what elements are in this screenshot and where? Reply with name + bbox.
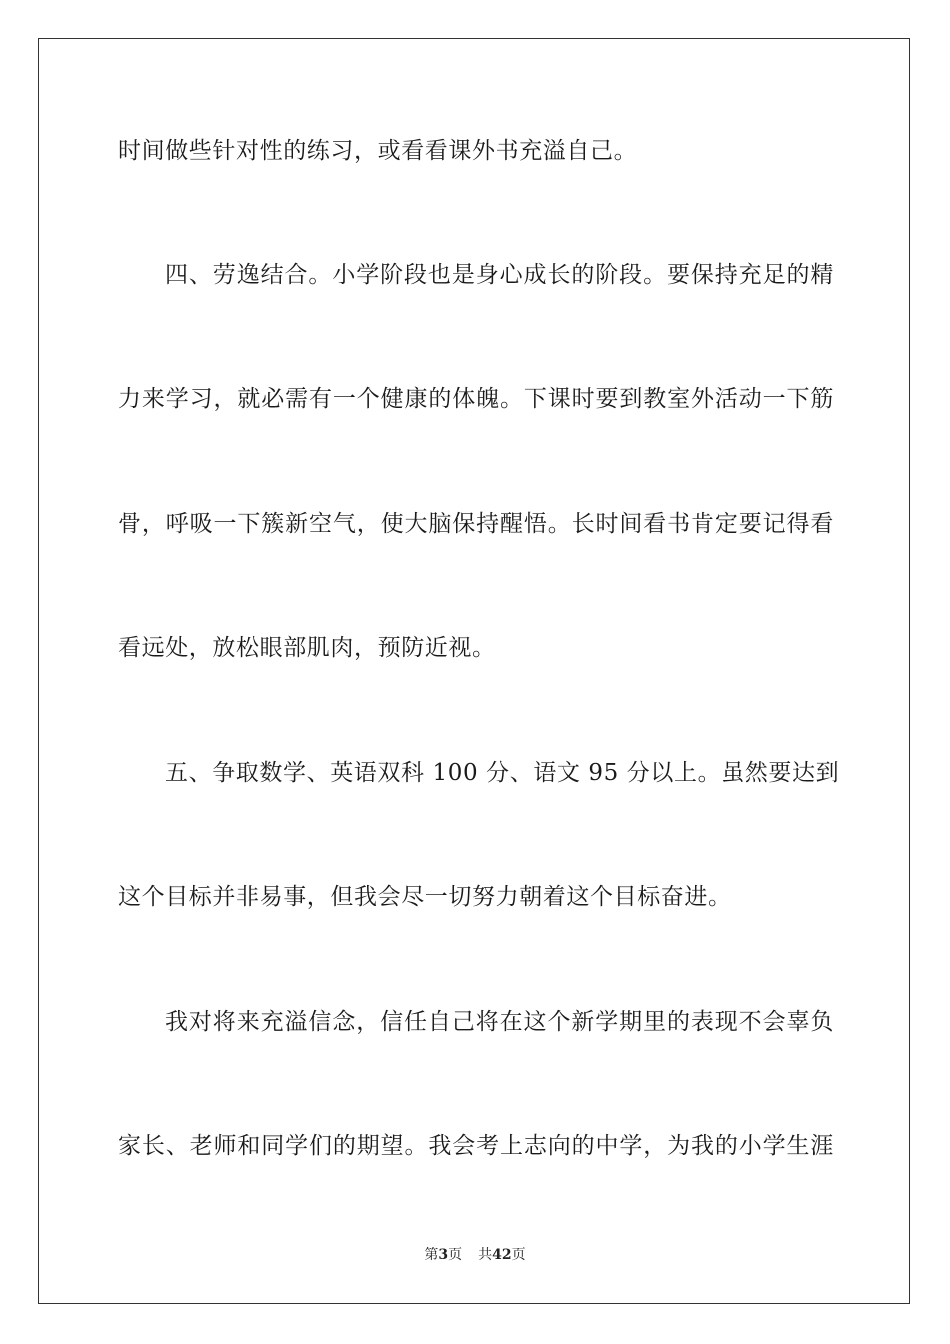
text-line-2: 四、劳逸结合。小学阶段也是身心成长的阶段。要保持充足的精 (165, 262, 834, 288)
text-line-8: 我对将来充溢信念，信任自己将在这个新学期里的表现不会辜负 (165, 1009, 834, 1035)
text-line-9: 家长、老师和同学们的期望。我会考上志向的中学，为我的小学生涯 (118, 1133, 834, 1159)
text-line-5: 看远处，放松眼部肌肉，预防近视。 (118, 635, 496, 661)
total-prefix: 共 (478, 1247, 493, 1263)
page-footer (0, 1246, 950, 1264)
total-suffix: 页 (511, 1247, 526, 1263)
page-suffix: 页 (448, 1247, 463, 1263)
page-number: 3 (438, 1247, 449, 1263)
text-line-7: 这个目标并非易事，但我会尽一切努力朝着这个目标奋进。 (118, 884, 732, 910)
text-line-3: 力来学习，就必需有一个健康的体魄。下课时要到教室外活动一下筋 (118, 386, 834, 412)
text-line-1: 时间做些针对性的练习，或看看课外书充溢自己。 (118, 138, 638, 164)
total-pages: 42 (492, 1247, 512, 1263)
page-prefix: 第 (424, 1247, 439, 1263)
text-line-4: 骨，呼吸一下簇新空气，使大脑保持醒悟。长时间看书肯定要记得看 (118, 511, 834, 537)
text-line-6: 五、争取数学、英语双科 100 分、语文 95 分以上。虽然要达到 (165, 760, 840, 786)
page-border (38, 38, 910, 1304)
